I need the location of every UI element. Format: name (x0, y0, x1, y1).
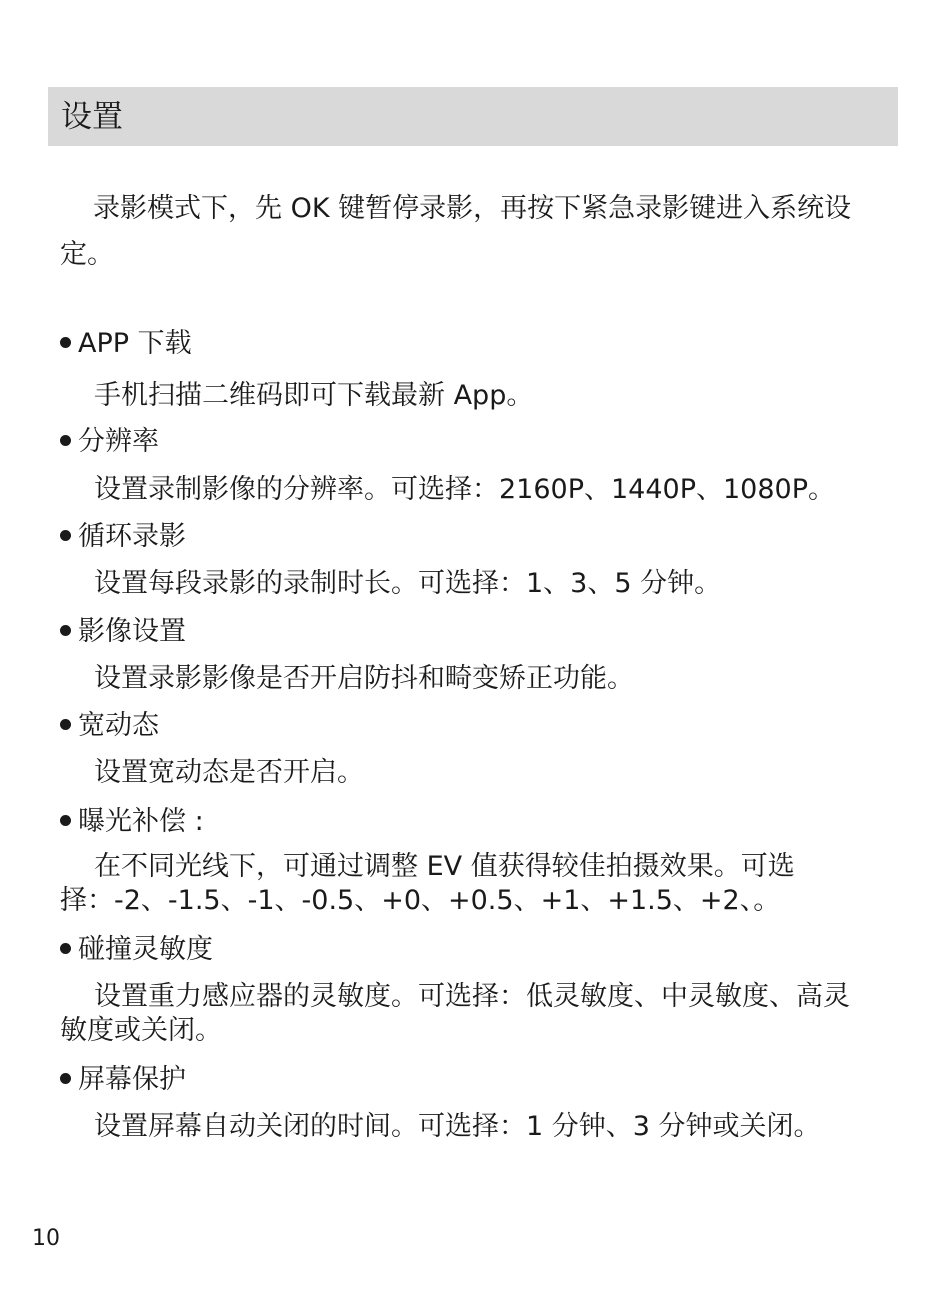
item-description-screen-saver: 设置屏幕自动关闭的时间。可选择：1 分钟、3 分钟或关闭。 (94, 1111, 821, 1142)
item-heading-wdr (60, 708, 159, 744)
bullet-icon (60, 719, 71, 730)
item-heading-app-download (60, 326, 192, 362)
item-description-app-download: 手机扫描二维码即可下载最新 App。 (94, 380, 534, 411)
item-title: 影像设置 (78, 616, 186, 647)
item-heading-resolution (60, 424, 159, 460)
bullet-icon (60, 530, 71, 541)
page-number: 10 (32, 1226, 60, 1251)
item-title: 曝光补偿 : (78, 806, 204, 837)
bullet-icon (60, 1073, 71, 1084)
item-description-exposure: 在不同光线下，可通过调整 EV 值获得较佳拍摄效果。可选择：-2、-1.5、-1、-0.5、+0、+0.5、+1、+1.5、+2、。 (60, 851, 795, 916)
intro-paragraph: 录影模式下，先 OK 键暂停录影，再按下紧急录影键进入系统设定。 (60, 193, 852, 270)
item-title: 碰撞灵敏度 (78, 934, 213, 965)
section-header (48, 87, 898, 146)
bullet-icon (60, 435, 71, 446)
item-heading-collision-sensitivity (60, 932, 213, 968)
item-title: 屏幕保护 (78, 1064, 186, 1095)
item-heading-image-settings (60, 614, 186, 650)
item-heading-loop-recording (60, 519, 186, 555)
bullet-icon (60, 943, 71, 954)
item-description-wdr: 设置宽动态是否开启。 (94, 757, 364, 788)
bullet-icon (60, 337, 71, 348)
bullet-icon (60, 625, 71, 636)
item-title: APP 下载 (78, 328, 192, 359)
item-description-collision-sensitivity: 设置重力感应器的灵敏度。可选择：低灵敏度、中灵敏度、高灵敏度或关闭。 (60, 981, 850, 1046)
bullet-icon (60, 815, 71, 826)
item-description-resolution: 设置录制影像的分辨率。可选择：2160P、1440P、1080P。 (94, 474, 835, 505)
section-title: 设置 (61, 99, 123, 135)
item-title: 循环录影 (78, 521, 186, 552)
item-title: 分辨率 (78, 426, 159, 457)
item-description-loop-recording: 设置每段录影的录制时长。可选择：1、3、5 分钟。 (94, 568, 722, 599)
item-description-image-settings: 设置录影影像是否开启防抖和畸变矫正功能。 (94, 663, 634, 694)
item-title: 宽动态 (78, 710, 159, 741)
item-heading-exposure (60, 804, 204, 840)
item-heading-screen-saver (60, 1062, 186, 1098)
